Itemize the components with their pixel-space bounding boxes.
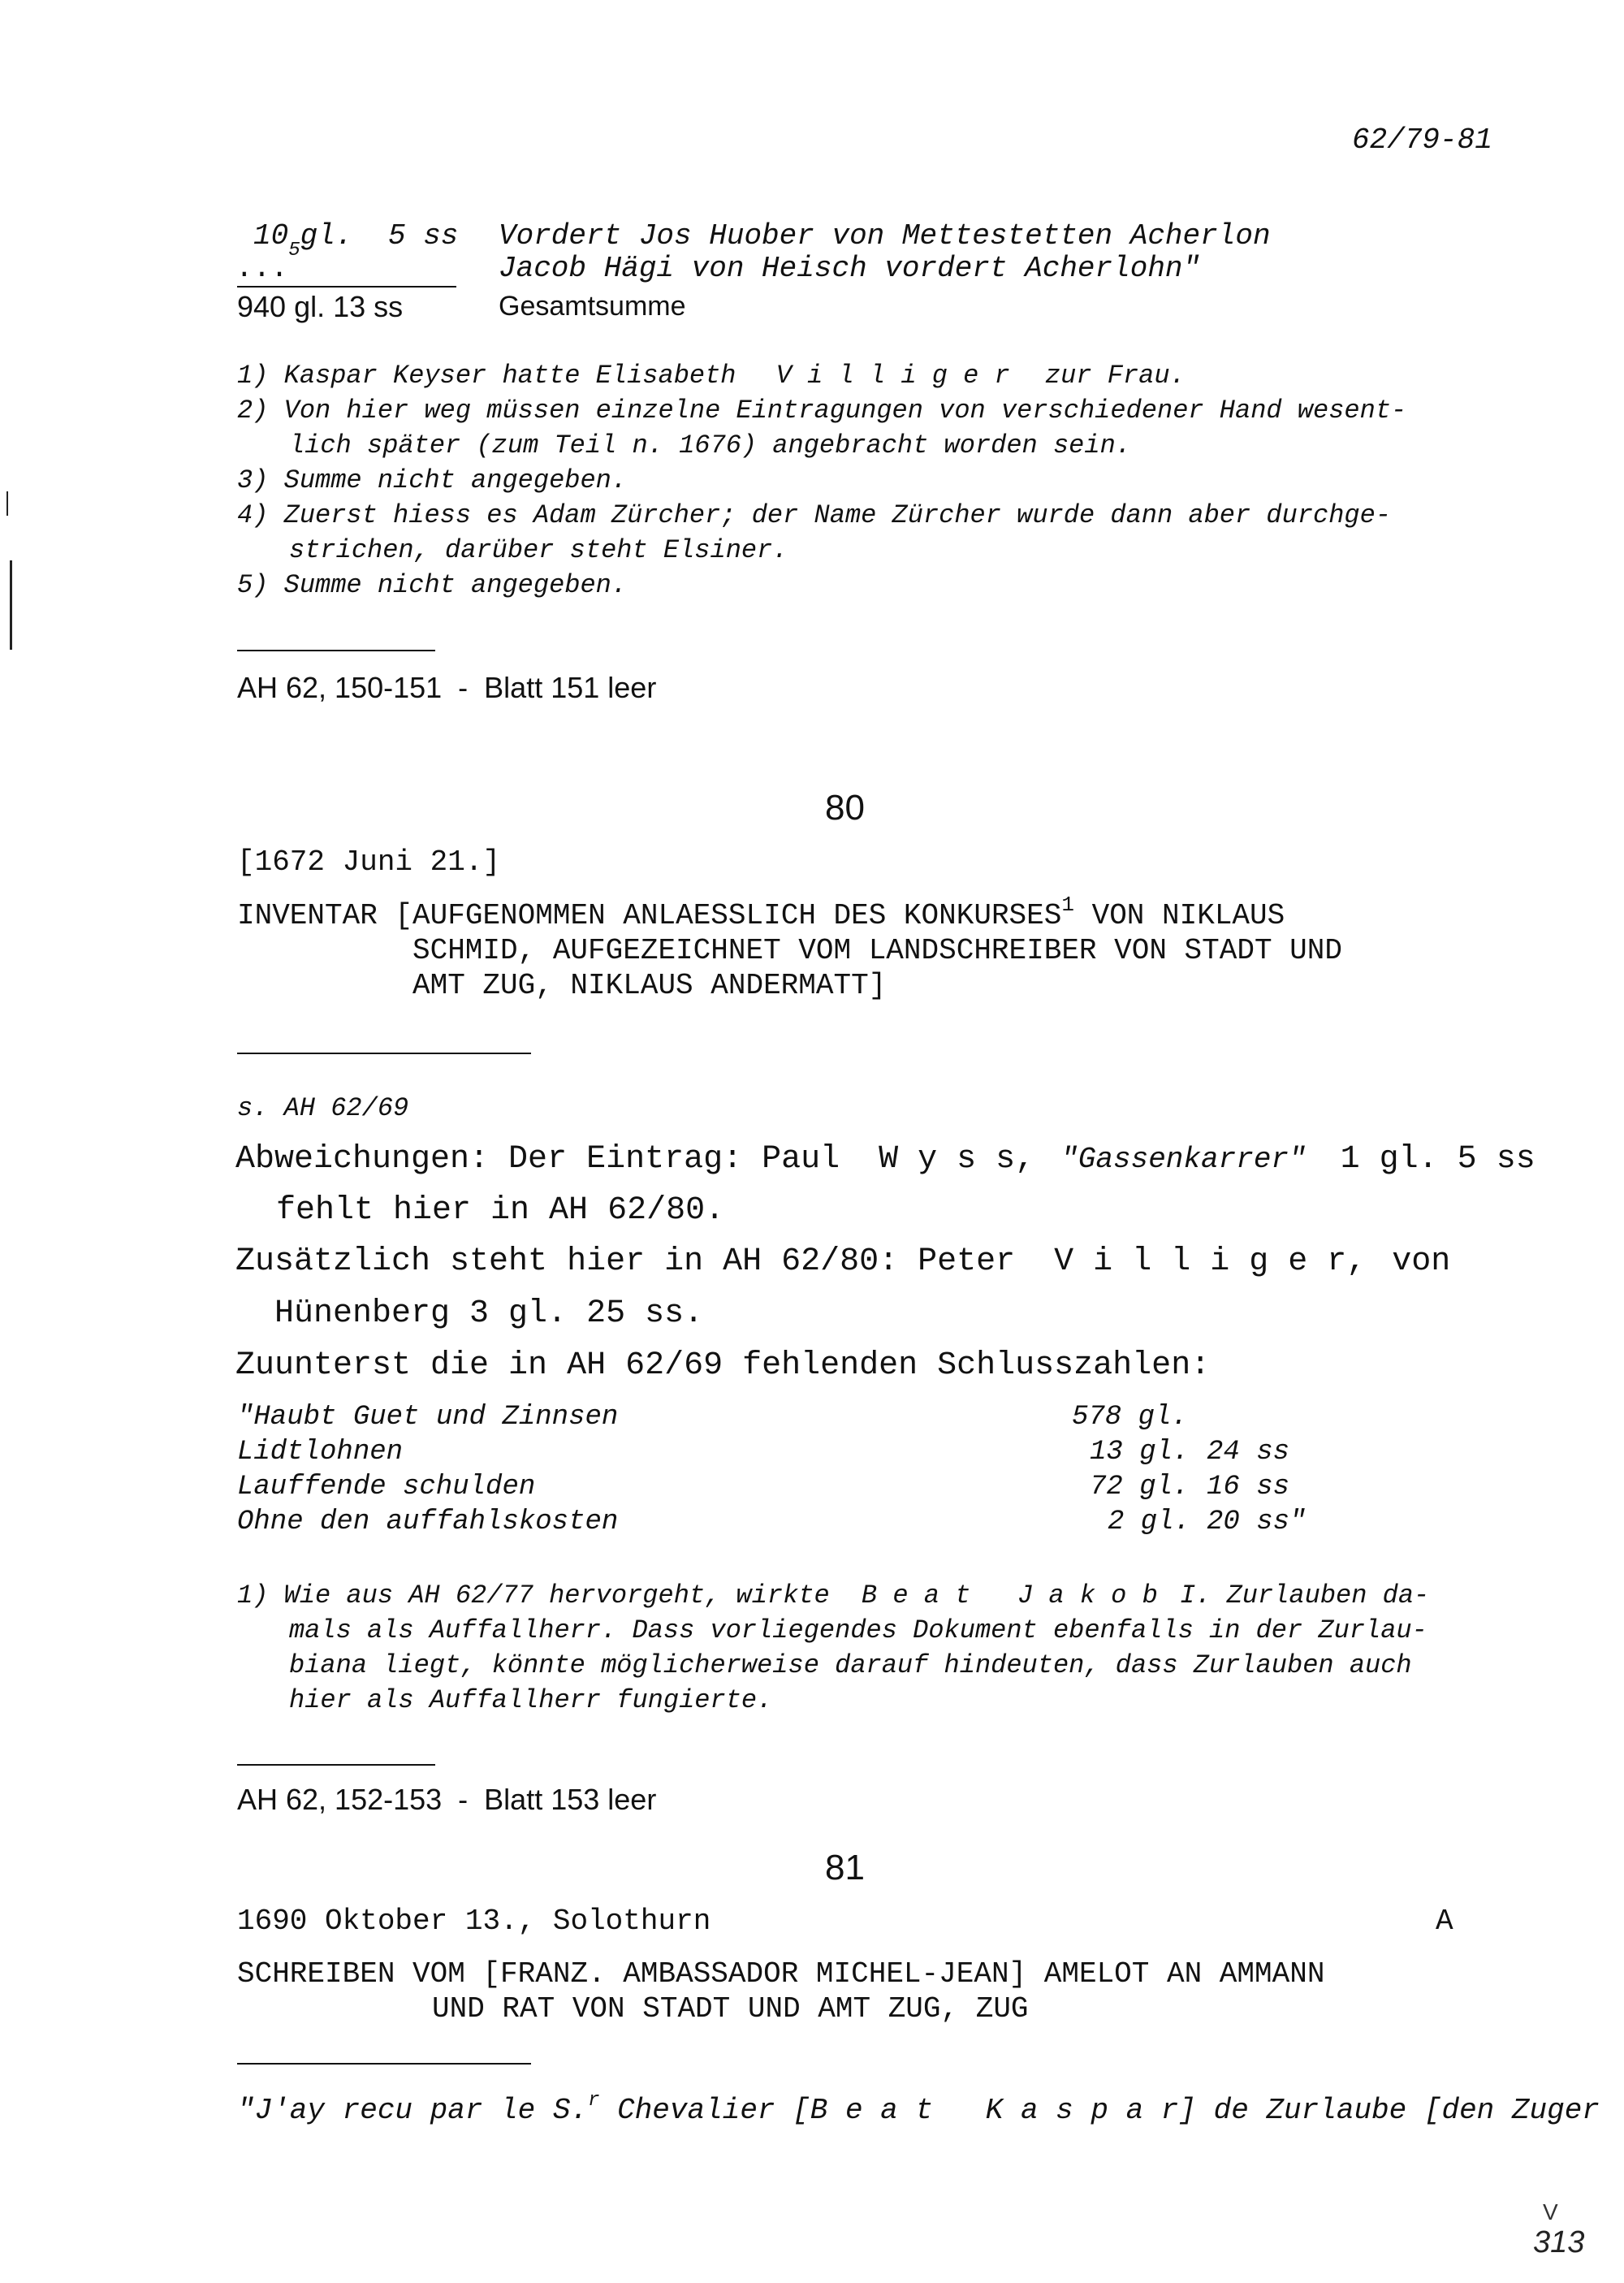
table-row-gl: 578 gl. [1072,1402,1188,1433]
ledger-row-2-amount: ... [235,252,288,285]
footnote-name-spaced: B e a t J a k o b [861,1580,1158,1611]
title-footnote-ref: 1 [1061,893,1074,917]
title-text: INVENTAR [AUFGENOMMEN ANLAESSLICH DES KONKURSES [237,899,1062,932]
ledger-row-1-ss: 5 ss [388,219,459,253]
ledger-sum-rule [237,286,456,288]
scan-margin-mark [10,560,12,650]
table-row-label: "Haubt Guet und Zinnsen [237,1402,619,1433]
deviation-line-1 [235,1141,1535,1178]
document-80-title-line-2: SCHMID, AUFGEZEICHNET VOM LANDSCHREIBER VON STADT UND [412,934,1342,967]
table-row-gl: 13 gl. [1090,1437,1190,1468]
deviation-quote: "Gassenkarrer" [1060,1143,1307,1176]
closing-figures-heading: Zuunterst die in AH 62/69 fehlenden Schlusszahlen: [235,1347,1211,1384]
footnote-number: 1) [237,361,269,391]
footnote-text: Von hier weg müssen einzelne Eintragungen von verschiedener Hand wesent- [283,396,1407,426]
scan-margin-mark [6,491,8,516]
table-row-label: Lauffende schulden [237,1472,536,1503]
deviation-name-spaced: W y s s, [879,1141,1035,1178]
document-80-title-line-1 [237,893,1285,932]
quote-text: "J'ay recu par le S. [237,2094,589,2127]
document-number-81: 81 [825,1848,865,1887]
document-80-date: [1672 Juni 21.] [237,845,501,879]
document-80-footnote-line-4: hier als Auffallherr fungierte. [289,1685,773,1715]
footnote-text: Zuerst hiess es Adam Zürcher; der Name Zürcher wurde dann aber durchge- [283,500,1392,530]
document-81-date: 1690 Oktober 13., Solothurn [237,1905,711,1938]
addition-line-2: Hünenberg 3 gl. 25 ss. [274,1295,704,1332]
ledger-amount-unit: gl. [300,219,353,253]
document-81-title-line-1: SCHREIBEN VOM [FRANZ. AMBASSADOR MICHEL-JEAN] AMELOT AN AMMANN [237,1957,1325,1991]
addition-name-spaced: V i l l i g e r, [1054,1243,1367,1280]
deviation-text: Abweichungen: Der Eintrag: Paul [235,1141,840,1178]
footnote-4 [237,500,1391,530]
table-row-ss: 20 ss" [1207,1507,1307,1537]
addition-line-1 [235,1243,1450,1280]
ledger-amount-sup: 5 [288,240,300,262]
footnote-number: 5) [237,570,269,600]
document-81-mark: A [1436,1905,1453,1938]
table-row-gl: 72 gl. [1090,1472,1190,1503]
footnote-text: Wie aus AH 62/77 hervorgeht, wirkte [283,1580,830,1611]
quote-text: Chevalier [ [599,2094,810,2127]
table-row-gl: 2 gl. [1108,1507,1191,1537]
footnote-number: 4) [237,500,269,530]
margin-check-mark: V [1543,2199,1558,2225]
deviation-line-2: fehlt hier in AH 62/80. [276,1192,725,1229]
archive-reference-152: AH 62, 152-153 - Blatt 153 leer [237,1783,657,1816]
table-row-ss: 24 ss [1207,1437,1290,1468]
document-80-see-reference: s. AH 62/69 [237,1093,409,1123]
table-row-label: Ohne den auffahlskosten [237,1507,619,1537]
footnote-4-cont: strichen, darüber steht Elsiner. [289,535,788,565]
addition-text: Zusätzlich steht hier in AH 62/80: Peter [235,1243,1016,1280]
archive-reference-150: AH 62, 150-151 - Blatt 151 leer [237,671,657,704]
page-reference: 62/79-81 [1352,123,1492,157]
footnote-2-cont: lich später (zum Teil n. 1676) angebracht worden sein. [289,430,1131,460]
ledger-row-1-amount [253,219,353,262]
document-80-title-line-3: AMT ZUG, NIKLAUS ANDERMATT] [412,969,887,1002]
separator-rule [237,1764,435,1766]
footnote-2 [237,396,1406,426]
footnote-text: Kaspar Keyser hatte Elisabeth [283,361,736,391]
document-80-footnote-line-2: mals als Auffallherr. Dass vorliegendes Dokument ebenfalls in der Zurlau- [289,1615,1427,1645]
footnote-number: 1) [237,1580,269,1611]
table-row-ss: 16 ss [1207,1472,1290,1503]
ledger-total-label: Gesamtsumme [499,291,686,322]
table-row-label: Lidtlohnen [237,1437,404,1468]
document-81-quote [237,2090,1600,2127]
separator-rule [237,650,435,651]
quote-text: ] de Zurlaube [den Zuger [1178,2094,1600,2127]
handwritten-page-number: 313 [1533,2225,1585,2259]
ledger-amount-main: 10 [253,219,289,253]
quote-name-spaced: B e a t K a s p a r [810,2094,1179,2127]
footnote-number: 2) [237,396,269,426]
document-81-title-line-2: UND RAT VON STADT UND AMT ZUG, ZUG [432,1992,1029,2026]
footnote-3 [237,465,627,495]
ledger-total-amount: 940 gl. 13 ss [237,290,404,323]
footnote-text: Summe nicht angegeben. [283,570,628,600]
deviation-amount: 1 gl. 5 ss [1340,1141,1535,1178]
title-text: VON NIKLAUS [1073,899,1285,932]
ledger-row-1-text: Vordert Jos Huober von Mettestetten Acherlon [499,219,1271,253]
document-number-80: 80 [825,788,865,828]
ledger-row-2-text: Jacob Hägi von Heisch vordert Acherlohn" [499,252,1201,285]
footnote-name-spaced: V i l l i g e r [775,361,1010,391]
footnote-text: zur Frau. [1044,361,1186,391]
footnote-text: Summe nicht angegeben. [283,465,628,495]
quote-superscript: r [588,2090,600,2112]
footnote-text: I. Zurlauben da- [1179,1580,1430,1611]
footnote-5 [237,570,627,600]
document-80-footnote-line-3: biana liegt, könnte möglicherweise darauf hindeuten, dass Zurlauben auch [289,1650,1412,1680]
document-80-footnote-line-1 [237,1580,1429,1611]
separator-rule [237,1053,531,1054]
separator-rule [237,2063,531,2065]
footnote-1 [237,361,1186,391]
addition-text: von [1392,1243,1451,1280]
footnote-number: 3) [237,465,269,495]
